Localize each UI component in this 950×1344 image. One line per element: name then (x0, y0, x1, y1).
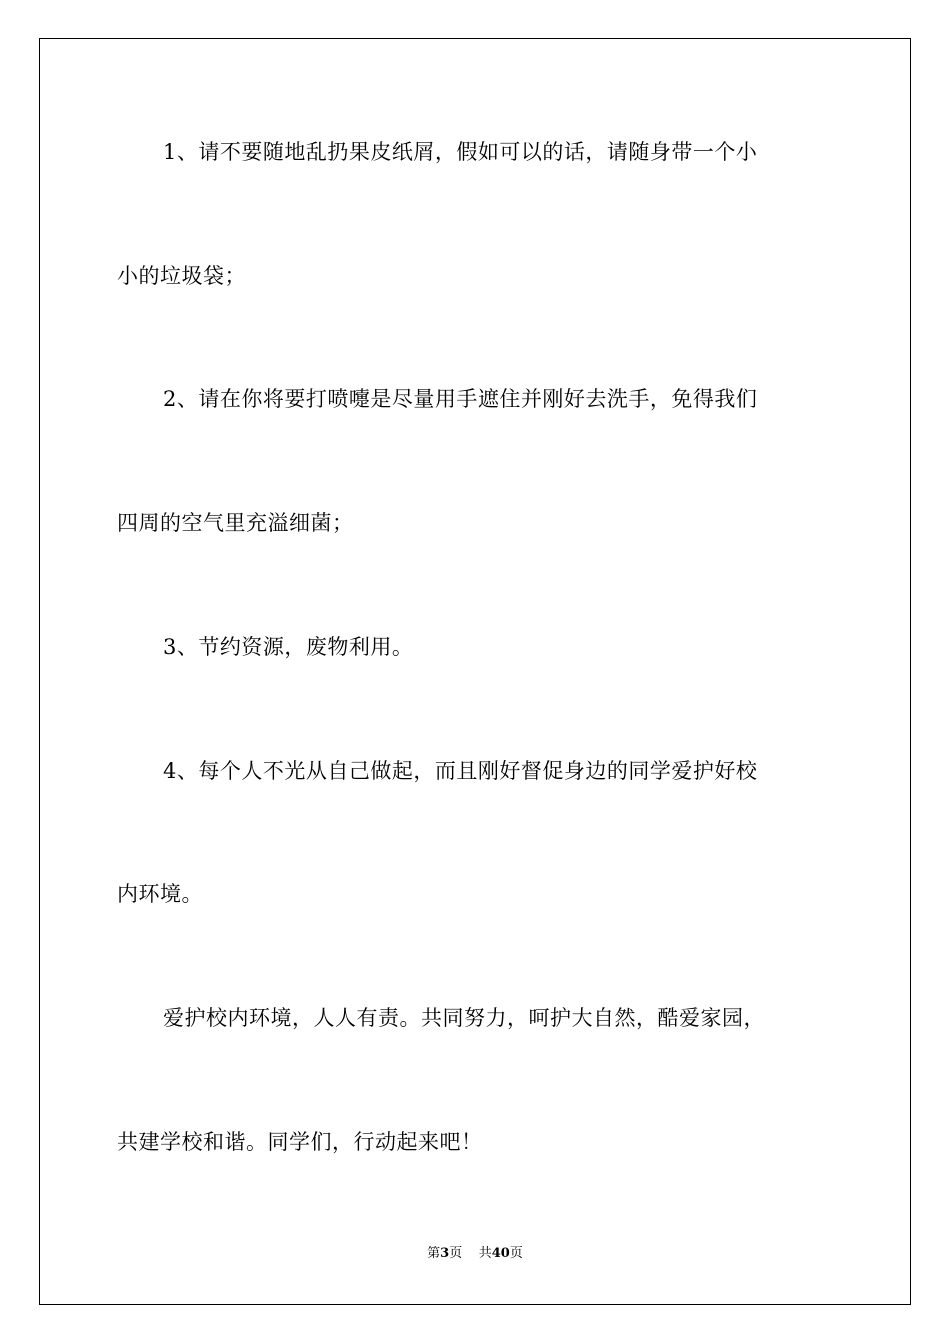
total-suffix: 页 (509, 1246, 523, 1261)
paragraph-1-line-1: 1、请不要随地乱扔果皮纸屑，假如可以的话，请随身带一个小 (163, 140, 758, 164)
page-number: 3 (440, 1246, 450, 1261)
paragraph-5-line-2: 共建学校和谐。同学们，行动起来吧！ (117, 1130, 483, 1154)
total-pages: 40 (491, 1246, 510, 1261)
page-suffix: 页 (449, 1246, 463, 1261)
paragraph-4-line-2: 内环境。 (117, 882, 203, 906)
paragraph-1-line-2: 小的垃圾袋； (117, 264, 246, 288)
paragraph-4-line-1: 4、每个人不光从自己做起，而且刚好督促身边的同学爱护好校 (163, 759, 758, 783)
page-footer (0, 1245, 950, 1263)
paragraph-3-line-1: 3、节约资源，废物利用。 (163, 635, 414, 659)
page-border (39, 38, 911, 1305)
paragraph-2-line-1: 2、请在你将要打喷嚏是尽量用手遮住并刚好去洗手，免得我们 (163, 387, 758, 411)
total-prefix: 共 (478, 1246, 492, 1261)
paragraph-5-line-1: 爱护校内环境，人人有责。共同努力，呵护大自然，酷爱家园， (163, 1006, 765, 1030)
paragraph-2-line-2: 四周的空气里充溢细菌； (117, 511, 354, 535)
page-prefix: 第 (427, 1246, 441, 1261)
